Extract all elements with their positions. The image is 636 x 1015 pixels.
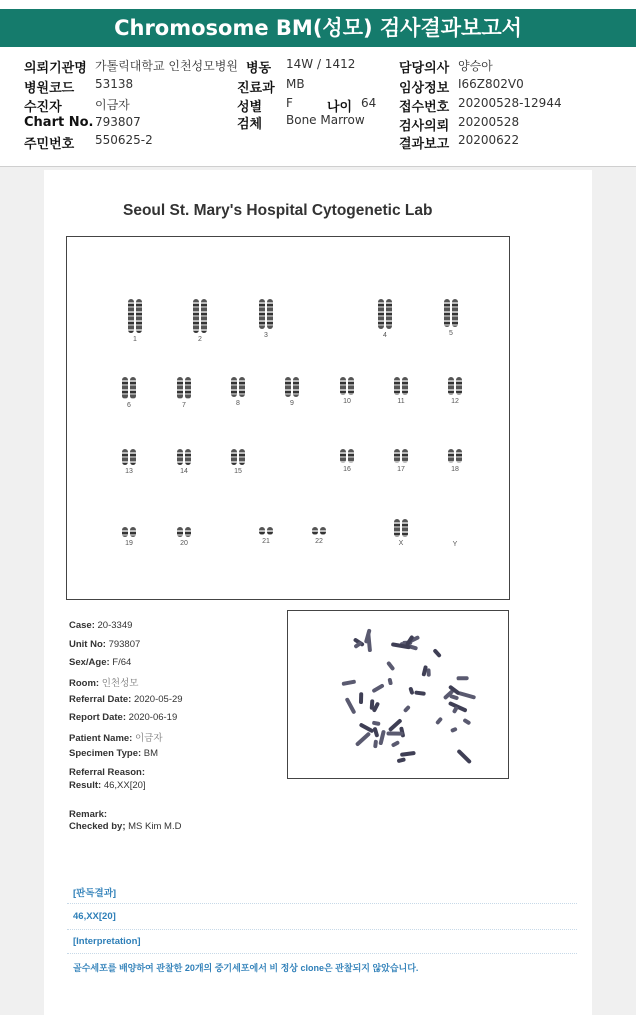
metaphase-chromosome: [370, 699, 375, 710]
value-ward: 14W / 1412: [286, 57, 356, 71]
label-requesting-institution: 의뢰기관명: [24, 61, 87, 76]
metaphase-chromosome: [414, 690, 426, 695]
chromosome-label: 13: [125, 468, 133, 475]
value-clinical-info: I66Z802V0: [458, 77, 524, 91]
field-referral-reason: Referral Reason:: [69, 767, 146, 778]
field-case: Case: 20-3349: [69, 620, 133, 631]
chromosome-label: 18: [451, 466, 459, 473]
chromosome-label: 2: [198, 336, 202, 343]
label-sex: 성별: [237, 100, 263, 115]
field-sex-age: Sex/Age: F/64: [69, 657, 132, 668]
value-sex: F: [286, 96, 293, 110]
chromosome-label: Y: [452, 541, 458, 548]
metaphase-chromosome: [397, 757, 406, 763]
metaphase-chromosome: [355, 731, 371, 746]
chromosome-label: 3: [264, 332, 268, 339]
metaphase-chromosome: [450, 727, 458, 733]
chromosome-pair-12: [443, 377, 467, 405]
field-remark: Remark:: [69, 809, 108, 820]
metaphase-chromosome: [345, 697, 357, 714]
report-title: Chromosome BM(성모) 검사결과보고서: [0, 9, 636, 47]
value-department: MB: [286, 77, 305, 91]
metaphase-chromosome: [457, 676, 469, 680]
metaphase-chromosome: [372, 721, 381, 726]
label-resident-no: 주민번호: [24, 137, 75, 152]
metaphase-chromosome: [403, 705, 411, 713]
field-patient-name: Patient Name: 이금자: [69, 733, 163, 744]
label-request-date: 검사의뢰: [399, 119, 450, 134]
metaphase-chromosome: [378, 730, 386, 746]
interpretation-text: 골수세포를 배양하여 관찰한 20개의 중기세포에서 비 정상 clone은 관찰되지 않았습니다.: [73, 963, 419, 973]
metaphase-chromosomes: [288, 611, 508, 778]
chromosome-pair-5: [439, 299, 463, 337]
chromosome-label: 9: [290, 400, 294, 407]
metaphase-chromosome: [408, 687, 414, 696]
chromosome-pair-17: [389, 449, 413, 473]
value-hospital-code: 53138: [95, 77, 134, 91]
chromosome-pair-13: [117, 449, 141, 475]
value-chart-no: 793807: [95, 115, 141, 129]
metaphase-chromosome: [432, 648, 442, 658]
chromosome-pair-20: [172, 527, 196, 547]
chromosome-pair-6: [117, 377, 141, 409]
label-patient: 수진자: [24, 100, 62, 115]
divider: [67, 903, 577, 904]
chromosome-pair-22: [307, 527, 331, 545]
chromosome-label: 16: [343, 466, 351, 473]
chromosome-pair-Y: [443, 537, 467, 548]
divider: [67, 953, 577, 954]
chromosome-label: 15: [234, 468, 242, 475]
chromosome-pair-15: [226, 449, 250, 475]
value-report-date: 20200622: [458, 133, 520, 147]
metaphase-chromosome: [400, 751, 416, 757]
chromosome-label: 4: [383, 332, 387, 339]
interpretation-heading: [Interpretation]: [73, 936, 141, 947]
label-hospital-code: 병원코드: [24, 81, 75, 96]
field-room: Room: 인천성모: [69, 678, 139, 689]
chromosome-pair-19: [117, 527, 141, 547]
chromosome-pair-10: [335, 377, 359, 405]
chromosome-label: 1: [133, 336, 137, 343]
chromosome-label: 5: [449, 330, 453, 337]
metaphase-chromosome: [371, 683, 384, 693]
metaphase-chromosome: [426, 668, 430, 677]
chromosome-pair-9: [280, 377, 304, 407]
value-request-date: 20200528: [458, 115, 520, 129]
chromosome-pair-3: [254, 299, 278, 339]
result-heading: [판독결과]: [73, 888, 117, 899]
chromosome-label: 10: [343, 398, 351, 405]
metaphase-chromosome: [373, 727, 380, 738]
chromosome-label: 12: [451, 398, 459, 405]
metaphase-chromosome: [448, 701, 468, 713]
metaphase-chromosome: [391, 740, 400, 748]
metaphase-chromosome: [359, 692, 363, 704]
value-requesting-institution: 가톨릭대학교 인천성모병원: [95, 59, 238, 73]
label-report-date: 결과보고: [399, 137, 450, 152]
chromosome-label: 11: [397, 398, 405, 405]
metaphase-chromosome: [341, 680, 356, 687]
field-specimen-type: Specimen Type: BM: [69, 748, 159, 759]
chromosome-pair-21: [254, 527, 278, 545]
chromosome-label: 17: [397, 466, 405, 473]
metaphase-chromosome: [386, 732, 403, 736]
metaphase-chromosome: [359, 722, 375, 733]
label-specimen: 검체: [237, 117, 263, 132]
label-doctor: 담당의사: [399, 61, 450, 76]
cytogenetic-report-page: [44, 170, 592, 1015]
lab-title: Seoul St. Mary's Hospital Cytogenetic Lab: [123, 202, 433, 219]
metaphase-chromosome: [373, 740, 378, 749]
chromosome-label: 22: [315, 538, 323, 545]
chromosome-label: 21: [262, 538, 270, 545]
label-receipt-no: 접수번호: [399, 100, 450, 115]
metaphase-chromosome: [462, 718, 471, 726]
chromosome-pair-11: [389, 377, 413, 405]
chromosome-label: 14: [180, 468, 188, 475]
chromosome-pair-14: [172, 449, 196, 475]
value-resident-no: 550625-2: [95, 133, 153, 147]
field-checked-by: Checked by; MS Kim M.D: [69, 821, 182, 832]
chromosome-pair-18: [443, 449, 467, 473]
label-clinical-info: 임상정보: [399, 81, 450, 96]
field-result: Result: 46,XX[20]: [69, 780, 146, 791]
chromosome-label: 20: [180, 540, 188, 547]
metaphase-spread-image: [287, 610, 509, 779]
interpretation-box: [67, 876, 577, 978]
karyogram-panel: [66, 236, 510, 600]
divider: [67, 929, 577, 930]
chromosome-pair-16: [335, 449, 359, 473]
title-bar: [0, 0, 636, 48]
label-chart-no: Chart No.: [24, 115, 94, 130]
field-referral-date: Referral Date: 2020-05-29: [69, 694, 183, 705]
value-specimen: Bone Marrow: [286, 113, 365, 127]
value-doctor: 양승아: [458, 59, 493, 73]
chromosome-pair-1: [123, 299, 147, 343]
chromosome-pair-2: [188, 299, 212, 343]
label-department: 진료과: [237, 81, 275, 96]
result-value: 46,XX[20]: [73, 911, 116, 922]
chromosome-label: X: [398, 540, 404, 547]
chromosome-label: 6: [127, 402, 131, 409]
chromosome-pair-8: [226, 377, 250, 407]
label-ward: 병동: [246, 61, 272, 76]
metaphase-chromosome: [456, 749, 472, 765]
chromosome-pair-7: [172, 377, 196, 409]
metaphase-chromosome: [386, 661, 395, 671]
metaphase-chromosome: [458, 691, 477, 700]
field-report-date: Report Date: 2020-06-19: [69, 712, 178, 723]
chromosome-label: 19: [125, 540, 133, 547]
metaphase-chromosome: [435, 717, 443, 726]
chromosome-pair-4: [373, 299, 397, 339]
field-unit-no: Unit No: 793807: [69, 639, 141, 650]
label-age: 나이: [327, 100, 353, 115]
metaphase-chromosome: [387, 678, 393, 686]
chromosome-label: 8: [236, 400, 240, 407]
value-age: 64: [361, 96, 377, 110]
chromosome-label: 7: [182, 402, 186, 409]
chromosome-pair-X: [389, 519, 413, 547]
value-receipt-no: 20200528-12944: [458, 96, 562, 110]
patient-info-panel: [0, 48, 636, 167]
value-patient: 이금자: [95, 98, 130, 112]
